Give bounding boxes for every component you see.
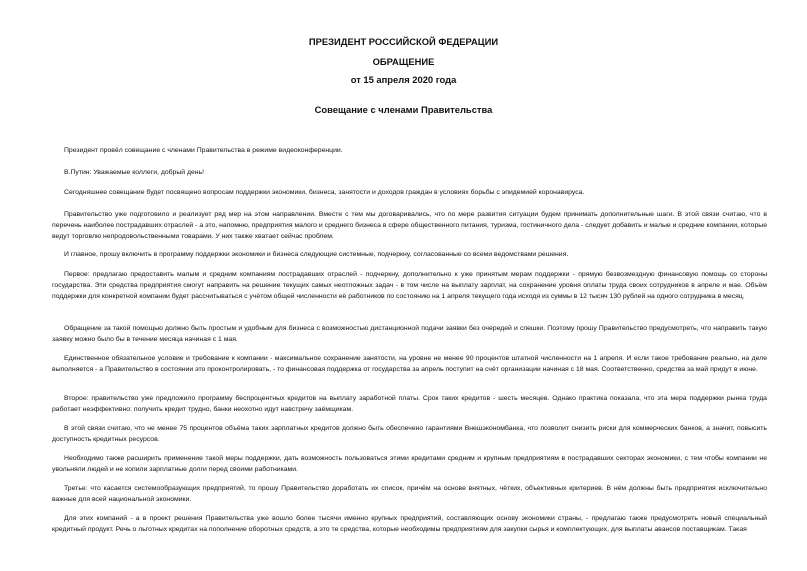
paragraph: Третье: что касается системообразующих предприятий, то прошу Правительство доработать их список, причём на основе внятных, чётких, объективных критериев. В нём должны быть предприятия исключительно важные для всей национальной экономики.	[52, 485, 767, 503]
header-appeal: ОБРАЩЕНИЕ	[372, 56, 435, 67]
paragraph: И главное, прошу включить в программу поддержки экономики и бизнеса следующие системные, подчеркну, согласованные со всеми ведомствами решения.	[64, 251, 569, 258]
header-date: от 15 апреля 2020 года	[350, 74, 457, 85]
paragraph: Второе: правительство уже предложило программу беспроцентных кредитов на выплату заработной платы. Срок таких кредитов - шесть месяцев. Однако практика показала, что эта мера поддержки рынка труда работает неэффективно: получить кредит трудно, банки неохотно идут навстречу заёмщикам.	[52, 395, 767, 413]
document-title: Совещание с членами Правительства	[314, 104, 493, 115]
paragraph: В этой связи считаю, что не менее 75 процентов объёма таких зарплатных кредитов должно быть обеспечено гарантиями Внешэкономбанка, что позволит снизить риски для коммерческих банков, а значит, повысить доступность кредитных ресурсов.	[52, 425, 767, 443]
paragraph: Обращение за такой помощью должно быть простым и удобным для бизнеса с возможностью дистанционной подачи заявки без очередей и спешки. Поэтому прошу Правительство предусмотреть, что направить такую заявку можно было бы в течение месяца начиная с 1 мая.	[52, 325, 767, 343]
paragraph: Правительство уже подготовило и реализует ряд мер на этом направлении. Вместе с тем мы договаривались, что по мере развития ситуации будем принимать дополнительные шаги. В этой связи считаю, что в перечень наиболее пострадавших отраслей - а это, напомню, предприятия малого и среднего бизнеса в сфере общественного питания, туризма, гостиничного дела - следует добавить и малые и средние компании, которые ведут торговлю непродовольственными товарами. У них также хватает сейчас проблем.	[52, 211, 767, 240]
paragraph: Необходимо также расширить применение такой меры поддержки, дать возможность пользоваться этими кредитами средним и крупным предприятиям в пострадавших секторах экономики, с тем чтобы компании не увольняли людей и не копили зарплатные долги перед своими работниками.	[52, 455, 767, 473]
paragraph: Сегодняшнее совещание будет посвящено вопросам поддержки экономики, бизнеса, занятости и доходов граждан в условиях борьбы с эпидемией коронавируса.	[64, 189, 585, 196]
header-president: ПРЕЗИДЕНТ РОССИЙСКОЙ ФЕДЕРАЦИИ	[308, 36, 499, 47]
paragraph: Для этих компаний - а в проект решения Правительства уже вошло более тысячи именно крупных предприятий, составляющих основу экономики страны, - предлагаю также предусмотреть новый специальный кредитный продукт. Речь о льготных кредитах на пополнение оборотных средств, а это те средства, которые необходимы предприятиям для закупки сырья и комплектующих, для выплаты авансов поставщикам. Такая	[52, 515, 767, 533]
paragraph: В.Путин: Уважаемые коллеги, добрый день!	[64, 169, 205, 176]
paragraph: Единственное обязательное условие и требование к компании - максимальное сохранение занятости, на уровне не менее 90 процентов штатной численности на 1 апреля. И если такое требование реально, на деле выполняется - а Правительство в состоянии это проконтролировать, - то финансовая поддержка от государства за апрель поступит на счёт организации начиная с 18 мая. Соответственно, средства за май придут в июне.	[52, 355, 767, 373]
paragraph: Президент провёл совещание с членами Правительства в режиме видеоконференции.	[64, 147, 343, 154]
paragraph: Первое: предлагаю предоставить малым и средним компаниям пострадавших отраслей - подчеркну, дополнительно к уже принятым мерам поддержки - прямую безвозмездную финансовую помощь со стороны государства. Эти средства предприятия смогут направить на решение текущих самых неотложных задач - в том числе на выплату зарплат, на сохранение уровня оплаты труда своих сотрудников в апреле и мае. Объём поддержки для конкретной компании будет рассчитываться с учётом общей численности её работников по состоянию на 1 апреля текущего года исходя из суммы в 12 тысяч 130 рублей на одного сотрудника в месяц.	[52, 271, 767, 300]
